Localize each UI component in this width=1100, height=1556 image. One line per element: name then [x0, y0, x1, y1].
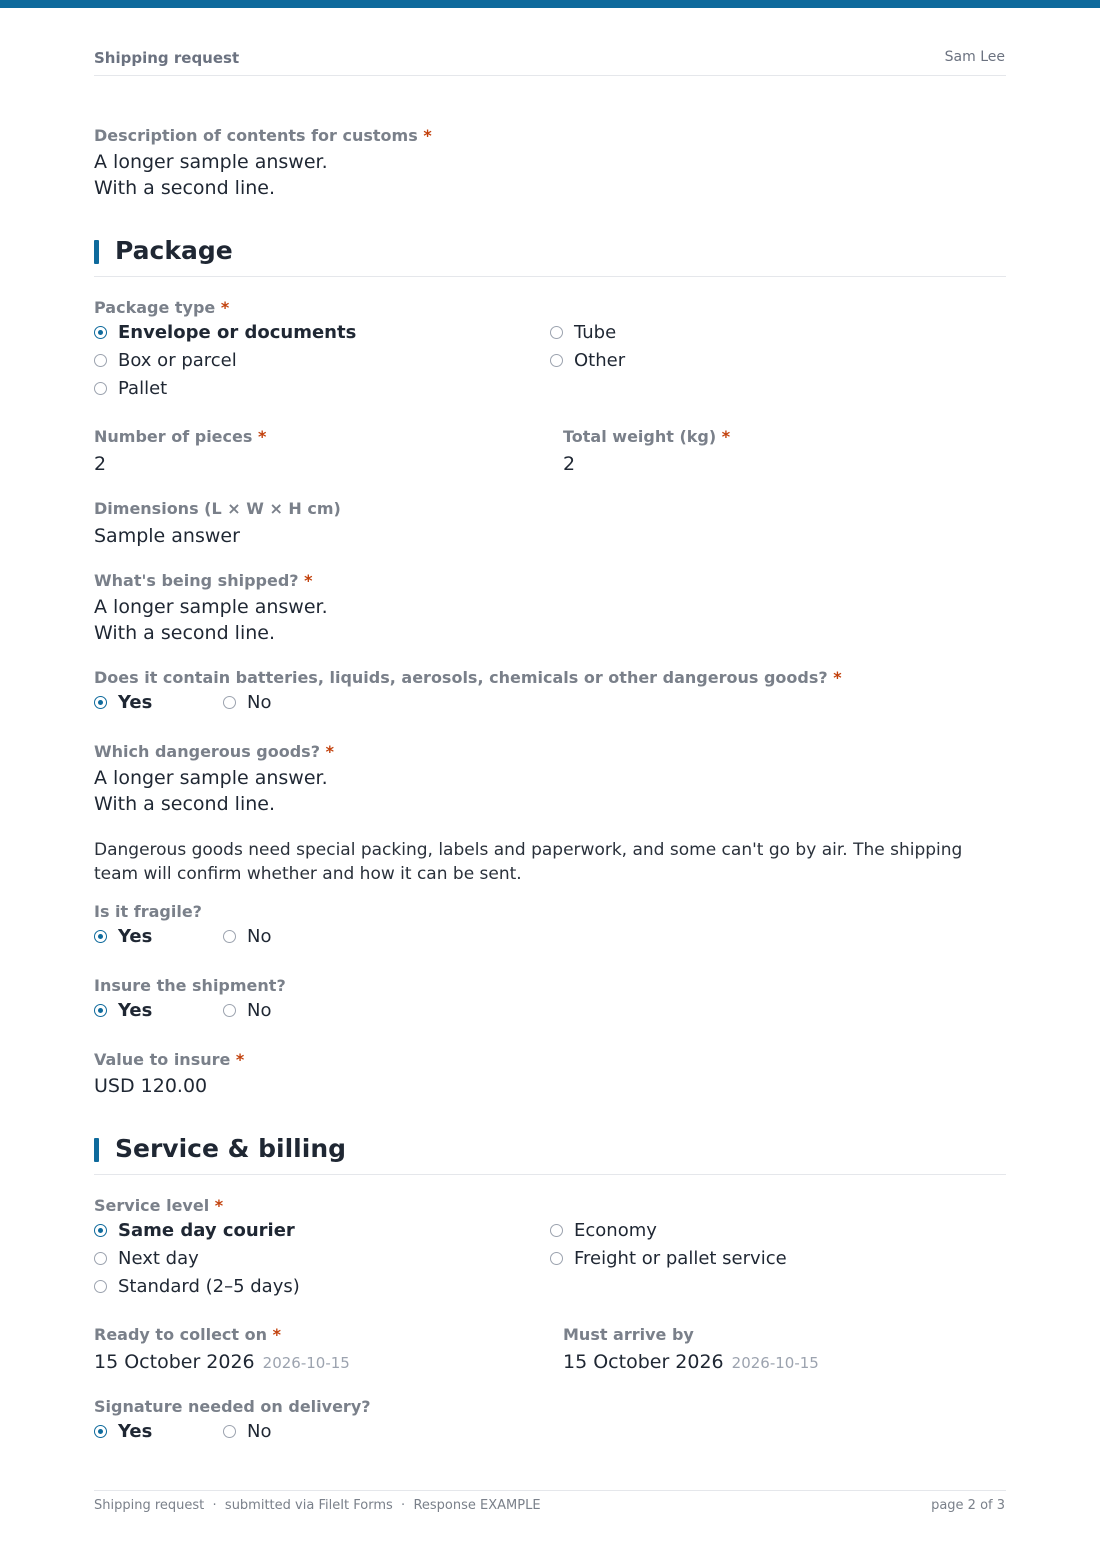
- number-of-pieces-label: Number of pieces *: [94, 427, 267, 446]
- section-marker: [94, 240, 99, 264]
- fragile-option-yes[interactable]: Yes: [94, 926, 152, 947]
- required-marker: *: [220, 298, 230, 317]
- form-title: Shipping request: [94, 49, 240, 67]
- radio-empty-icon: [94, 1280, 107, 1293]
- section-divider: [94, 276, 1006, 277]
- dimensions-label: Dimensions (L × W × H cm): [94, 499, 341, 518]
- package-type-option-tube[interactable]: Tube: [550, 322, 616, 343]
- radio-empty-icon: [550, 1224, 563, 1237]
- radio-selected-icon: [94, 930, 107, 943]
- radio-empty-icon: [550, 1252, 563, 1265]
- service-level-option-standard[interactable]: Standard (2–5 days): [94, 1276, 300, 1297]
- footer-info: Shipping request · submitted via FileIt Forms · Response EXAMPLE: [94, 1498, 541, 1513]
- radio-empty-icon: [223, 1425, 236, 1438]
- dangerous-goods-label: Does it contain batteries, liquids, aerosols, chemicals or other dangerous goods? *: [94, 668, 842, 687]
- service-level-option-next-day[interactable]: Next day: [94, 1248, 199, 1269]
- required-marker: *: [257, 427, 267, 446]
- required-marker: *: [423, 126, 432, 145]
- service-level-label: Service level *: [94, 1196, 224, 1215]
- insure-option-no[interactable]: No: [223, 1000, 271, 1021]
- radio-selected-icon: [94, 696, 107, 709]
- service-level-option-same-day[interactable]: Same day courier: [94, 1220, 295, 1241]
- ready-to-collect-label: Ready to collect on *: [94, 1325, 281, 1344]
- fragile-label: Is it fragile?: [94, 902, 202, 921]
- required-marker: *: [721, 427, 731, 446]
- user-name: Sam Lee: [944, 49, 1005, 65]
- required-marker: *: [325, 742, 334, 761]
- radio-empty-icon: [223, 1004, 236, 1017]
- radio-empty-icon: [550, 354, 563, 367]
- ready-to-collect-value: 15 October 2026 2026-10-15: [94, 1351, 350, 1373]
- page-number: page 2 of 3: [931, 1498, 1005, 1513]
- header-divider: [94, 75, 1006, 76]
- radio-selected-icon: [94, 1004, 107, 1017]
- radio-empty-icon: [223, 930, 236, 943]
- contents-value: A longer sample answer. With a second line.: [94, 596, 328, 644]
- dangerous-goods-option-yes[interactable]: Yes: [94, 692, 152, 713]
- which-dangerous-goods-value: A longer sample answer. With a second line.: [94, 767, 328, 815]
- iso-date: 2026-10-15: [731, 1354, 819, 1372]
- number-of-pieces-value: 2: [94, 453, 107, 475]
- package-type-option-envelope[interactable]: Envelope or documents: [94, 322, 356, 343]
- radio-empty-icon: [94, 382, 107, 395]
- required-marker: *: [235, 1050, 245, 1069]
- radio-empty-icon: [94, 1252, 107, 1265]
- service-level-option-freight[interactable]: Freight or pallet service: [550, 1248, 787, 1269]
- required-marker: *: [214, 1196, 224, 1215]
- insure-option-yes[interactable]: Yes: [94, 1000, 152, 1021]
- iso-date: 2026-10-15: [262, 1354, 350, 1372]
- must-arrive-by-label: Must arrive by: [563, 1325, 694, 1344]
- fragile-option-no[interactable]: No: [223, 926, 271, 947]
- insure-value: USD 120.00: [94, 1075, 208, 1097]
- radio-selected-icon: [94, 1224, 107, 1237]
- which-dangerous-goods-label: Which dangerous goods? *: [94, 742, 334, 761]
- contents-label: What's being shipped? *: [94, 571, 313, 590]
- total-weight-label: Total weight (kg) *: [563, 427, 731, 446]
- customs-description-value: A longer sample answer. With a second line.: [94, 151, 328, 199]
- signature-label: Signature needed on delivery?: [94, 1397, 371, 1416]
- signature-option-yes[interactable]: Yes: [94, 1421, 152, 1442]
- service-level-option-economy[interactable]: Economy: [550, 1220, 657, 1241]
- total-weight-value: 2: [563, 453, 576, 475]
- section-marker: [94, 1138, 99, 1162]
- radio-empty-icon: [94, 354, 107, 367]
- required-marker: *: [304, 571, 313, 590]
- signature-option-no[interactable]: No: [223, 1421, 271, 1442]
- dimensions-value: Sample answer: [94, 525, 240, 547]
- insure-label: Insure the shipment?: [94, 976, 286, 995]
- radio-empty-icon: [550, 326, 563, 339]
- package-type-option-pallet[interactable]: Pallet: [94, 378, 167, 399]
- section-divider: [94, 1174, 1006, 1175]
- top-accent-bar: [0, 0, 1100, 8]
- dangerous-goods-option-no[interactable]: No: [223, 692, 271, 713]
- radio-empty-icon: [223, 696, 236, 709]
- radio-selected-icon: [94, 326, 107, 339]
- section-heading-service: Service & billing: [115, 1134, 347, 1163]
- must-arrive-by-value: 15 October 2026 2026-10-15: [563, 1351, 819, 1373]
- package-type-label: Package type *: [94, 298, 230, 317]
- dangerous-goods-note: Dangerous goods need special packing, labels and paperwork, and some can't go by air. The shipping team will confirm whether and how it can be sent.: [94, 840, 963, 884]
- radio-selected-icon: [94, 1425, 107, 1438]
- required-marker: *: [272, 1325, 281, 1344]
- customs-description-label: Description of contents for customs *: [94, 126, 432, 145]
- footer-divider: [94, 1490, 1006, 1491]
- package-type-option-other[interactable]: Other: [550, 350, 625, 371]
- insure-value-label: Value to insure *: [94, 1050, 245, 1069]
- section-heading-package: Package: [115, 236, 233, 265]
- package-type-option-box[interactable]: Box or parcel: [94, 350, 237, 371]
- required-marker: *: [833, 668, 842, 687]
